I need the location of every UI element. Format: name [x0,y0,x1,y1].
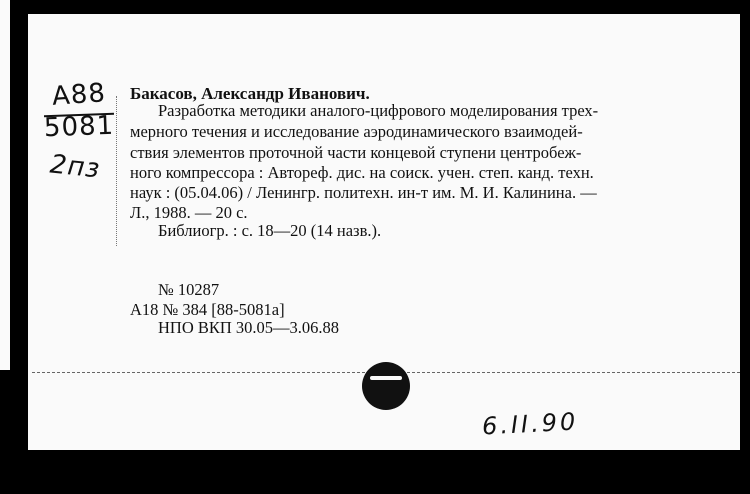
scan-border-right [740,0,750,494]
card-npo-stamp: НПО ВКП 30.05—3.06.88 [158,318,340,337]
card-punch-hole [362,362,410,410]
handwritten-shelf-mark-3: 2пз [48,149,102,185]
card-title-line: ного компрессора : Автореф. дис. на соиск. учен. степ. канд. техн. [130,163,594,182]
card-title-line: ствия элементов проточной части концевой ступени центробеж- [130,143,582,162]
card-number: № 10287 [158,280,220,299]
scan-border-bottom [32,450,750,494]
card-bibliography: Библиогр. : с. 18—20 (14 назв.). [158,221,382,240]
handwritten-shelf-mark-1: А88 [51,78,107,112]
card-author: Бакасов, Александр Иванович. [130,84,370,103]
handwritten-date-signature: 6.II.90 [481,407,579,441]
scan-border-top [0,0,750,14]
card-title-line: мерного течения и исследование аэродинамического взаимодей- [130,122,583,141]
handwritten-shelf-mark-2: 5081 [43,110,115,144]
margin-dotted-line [116,96,118,246]
card-title-line: Разработка методики аналого-цифрового моделирования трех- [158,101,599,120]
scan-left-strip [0,0,10,372]
card-catalog-code: А18 № 384 [88-5081а] [130,300,285,319]
card-title-line: Л., 1988. — 20 с. [130,203,248,222]
card-title-line: наук : (05.04.06) / Ленингр. политехн. ин-т им. М. И. Калинина. — [130,183,597,202]
